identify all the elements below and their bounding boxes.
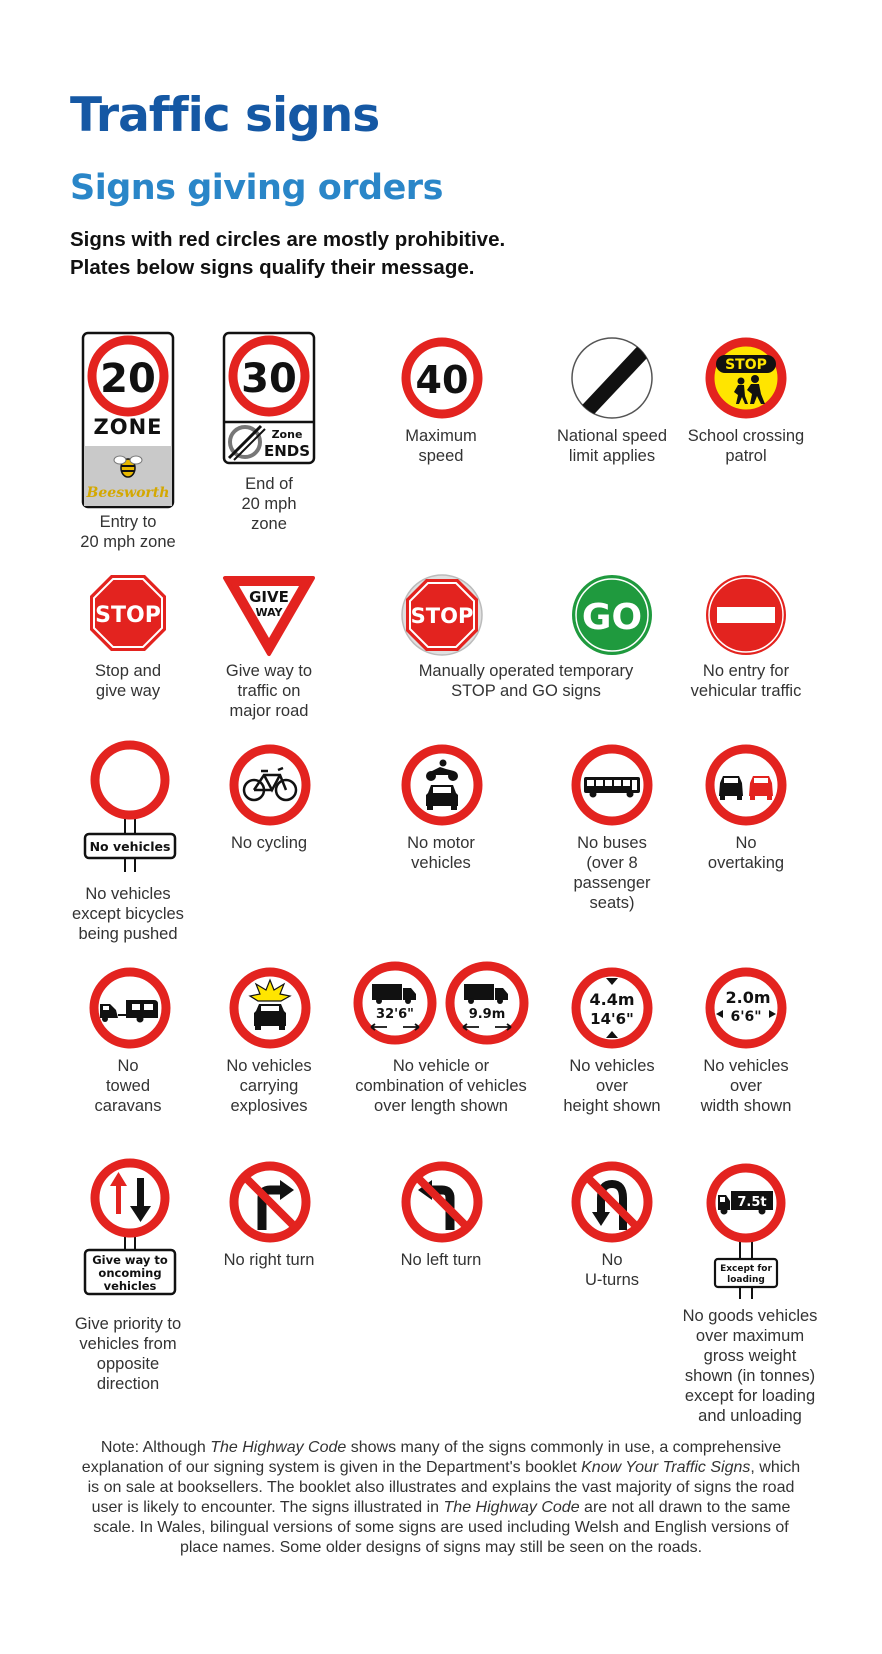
- highway-code-title-2: The Highway Code: [443, 1499, 580, 1516]
- height-imperial-value: 14'6": [590, 1010, 634, 1028]
- no-cycling-sign: [228, 743, 312, 827]
- stop-word: STOP: [95, 603, 161, 628]
- no-width-sign: [704, 966, 788, 1050]
- caption-no-buses: No buses (over 8 passenger seats): [573, 834, 651, 912]
- caption-no-vehicles: No vehicles except bicycles being pushed: [72, 885, 184, 943]
- no-entry-sign: [704, 573, 788, 657]
- no-right-turn-sign: [228, 1160, 312, 1244]
- stop-sign: [88, 573, 168, 653]
- caption-no-u-turn: No U-turns: [584, 1251, 640, 1289]
- no-towed-caravans-sign: [88, 966, 172, 1050]
- page-title: Traffic signs: [70, 88, 380, 143]
- school-crossing-patrol-sign: [704, 336, 788, 420]
- no-length-imperial-sign: [352, 960, 438, 1046]
- caption-give-priority: Give priority to vehicles from opposite direction: [74, 1315, 182, 1393]
- caption-no-overtaking: No overtaking: [707, 834, 785, 872]
- no-vehicles-plate: No vehicles: [89, 839, 171, 854]
- know-your-traffic-signs-title: Know Your Traffic Signs: [581, 1459, 751, 1476]
- caption-no-left-turn: No left turn: [400, 1251, 482, 1269]
- caption-no-length: No vehicle or combination of vehicles over length shown: [355, 1057, 527, 1115]
- goods-weight-value: 7.5t: [737, 1195, 767, 1210]
- caption-no-goods-vehicles: No goods vehicles over maximum gross weight shown (in tonnes) except for loading and unloading: [682, 1307, 818, 1425]
- caption-national-speed: National speed limit applies: [556, 427, 668, 465]
- highway-code-title: The Highway Code: [210, 1439, 347, 1456]
- zone-30-zone-word: Zone: [271, 428, 303, 441]
- width-imperial-value: 6'6": [730, 1009, 762, 1025]
- no-vehicles-sign: [82, 740, 178, 878]
- loading-plate-line-1: Except for: [720, 1264, 772, 1274]
- caption-no-width: No vehicles over width shown: [700, 1057, 792, 1115]
- no-motor-vehicles-sign: [400, 743, 484, 827]
- zone-20-number: 20: [100, 356, 156, 402]
- no-left-turn-sign: [400, 1160, 484, 1244]
- caption-school-crossing: School crossing patrol: [687, 427, 805, 465]
- give-way-line-1: GIVE: [249, 588, 289, 606]
- give-way-line-2: WAY: [255, 606, 283, 619]
- caption-stop: Stop and give way: [94, 662, 162, 700]
- caption-zone-20: Entry to 20 mph zone: [80, 513, 176, 551]
- zone-30-number: 30: [241, 356, 297, 402]
- no-goods-vehicles-sign: [704, 1163, 788, 1301]
- loading-plate-line-2: loading: [727, 1275, 765, 1285]
- no-u-turn-sign: [570, 1160, 654, 1244]
- zone-20-end-sign: [221, 330, 317, 466]
- give-way-sign: [222, 574, 316, 658]
- caption-no-motor-vehicles: No motor vehicles: [407, 834, 475, 872]
- caption-give-way: Give way to traffic on major road: [225, 662, 313, 720]
- caption-zone-20-end: End of 20 mph zone: [241, 475, 297, 533]
- zone-20-place-name: Beesworth: [86, 485, 170, 501]
- no-explosives-sign: [228, 966, 312, 1050]
- caption-no-right-turn: No right turn: [223, 1251, 315, 1269]
- zone-30-ends-word: ENDS: [263, 442, 311, 460]
- national-speed-limit-sign: [570, 336, 654, 420]
- manual-go-sign: [570, 573, 654, 657]
- no-height-sign: [570, 966, 654, 1050]
- no-buses-sign: [570, 743, 654, 827]
- section-subtitle: Signs giving orders: [70, 168, 443, 208]
- footnote: Note: Although The Highway Code shows many of the signs commonly in use, a comprehensive explanation of our signing system is given in the Department's booklet Know Your Traffic Signs, which is on sale at booksellers. The booklet also illustrates and explains the vast majority of signs the road user is likely to encounter. The signs illustrated in The Highway Code are not all drawn to the same scale. In Wales, bilingual versions of some signs are used including Welsh and English versions of place names. Some older designs of signs may still be seen on the roads.: [81, 1439, 801, 1556]
- no-overtaking-sign: [704, 743, 788, 827]
- manual-stop-word: STOP: [410, 604, 474, 628]
- length-imperial-value: 32'6": [376, 1007, 414, 1022]
- intro-line-1: Signs with red circles are mostly prohibitive.: [70, 228, 506, 251]
- maximum-speed-sign: [400, 336, 484, 420]
- zone-20-sign: [80, 330, 176, 510]
- patrol-stop-word: STOP: [725, 357, 767, 373]
- priority-plate-line-1: Give way to: [92, 1253, 168, 1267]
- manual-stop-sign: [400, 573, 484, 657]
- caption-no-cycling: No cycling: [230, 834, 308, 852]
- intro-text: [70, 226, 505, 282]
- caption-no-entry: No entry for vehicular traffic: [690, 662, 802, 700]
- manual-go-word: GO: [581, 597, 643, 638]
- caption-maximum-speed: Maximum speed: [405, 427, 477, 465]
- caption-no-explosives: No vehicles carrying explosives: [226, 1057, 312, 1115]
- height-metric-value: 4.4m: [589, 990, 635, 1009]
- zone-20-word: ZONE: [93, 415, 163, 439]
- caption-no-caravans: No towed caravans: [94, 1057, 162, 1115]
- caption-manual-stop-go: Manually operated temporary STOP and GO signs: [418, 662, 634, 700]
- priority-plate-line-2: oncoming: [98, 1266, 162, 1280]
- give-priority-sign: [82, 1158, 178, 1298]
- priority-plate-line-3: vehicles: [103, 1279, 157, 1293]
- caption-no-height: No vehicles over height shown: [563, 1057, 661, 1115]
- length-metric-value: 9.9m: [468, 1007, 506, 1022]
- intro-line-2: Plates below signs qualify their message.: [70, 256, 475, 279]
- width-metric-value: 2.0m: [725, 988, 771, 1007]
- no-length-metric-sign: [444, 960, 530, 1046]
- max-speed-number: 40: [415, 358, 469, 402]
